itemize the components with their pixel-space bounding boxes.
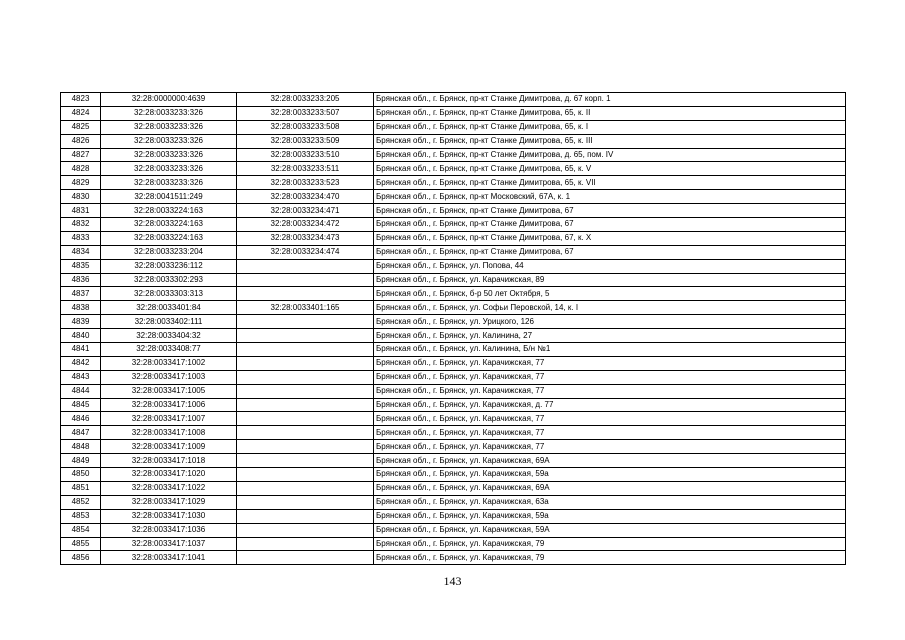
address-cell: Брянская обл., г. Брянск, ул. Калинина, 27: [374, 329, 846, 343]
building-number-cell: [237, 398, 374, 412]
address-cell: Брянская обл., г. Брянск, пр-кт Станке Димитрова, 67, к. X: [374, 231, 846, 245]
building-number-cell: 32:28:0033233:205: [237, 93, 374, 107]
table-row: [61, 440, 846, 454]
table-row: [61, 537, 846, 551]
address-cell: Брянская обл., г. Брянск, пр-кт Станке Димитрова, 67: [374, 204, 846, 218]
row-number-cell: 4839: [61, 315, 101, 329]
row-number-cell: 4840: [61, 329, 101, 343]
table-row: [61, 384, 846, 398]
address-cell: Брянская обл., г. Брянск, ул. Карачижская, 77: [374, 440, 846, 454]
row-number-cell: 4831: [61, 204, 101, 218]
table-row: [61, 523, 846, 537]
table-row: [61, 106, 846, 120]
building-number-cell: [237, 440, 374, 454]
row-number-cell: 4828: [61, 162, 101, 176]
building-number-cell: 32:28:0033234:472: [237, 218, 374, 232]
table-row: [61, 259, 846, 273]
parcel-number-cell: 32:28:0033417:1020: [101, 468, 237, 482]
parcel-number-cell: 32:28:0033417:1009: [101, 440, 237, 454]
building-number-cell: [237, 454, 374, 468]
table-row: [61, 162, 846, 176]
table-row: [61, 190, 846, 204]
address-cell: Брянская обл., г. Брянск, пр-кт Станке Димитрова, 65, к. V: [374, 162, 846, 176]
building-number-cell: [237, 468, 374, 482]
row-number-cell: 4832: [61, 218, 101, 232]
row-number-cell: 4845: [61, 398, 101, 412]
building-number-cell: [237, 537, 374, 551]
address-cell: Брянская обл., г. Брянск, ул. Карачижская, 77: [374, 426, 846, 440]
row-number-cell: 4833: [61, 231, 101, 245]
parcel-number-cell: 32:28:0033417:1030: [101, 509, 237, 523]
building-number-cell: [237, 329, 374, 343]
table-row: [61, 93, 846, 107]
building-number-cell: [237, 370, 374, 384]
building-number-cell: [237, 356, 374, 370]
row-number-cell: 4837: [61, 287, 101, 301]
parcel-number-cell: 32:28:0033233:326: [101, 106, 237, 120]
row-number-cell: 4851: [61, 481, 101, 495]
parcel-number-cell: 32:28:0033401:84: [101, 301, 237, 315]
table-row: [61, 370, 846, 384]
table-row: [61, 245, 846, 259]
building-number-cell: [237, 523, 374, 537]
building-number-cell: [237, 384, 374, 398]
building-number-cell: 32:28:0033233:508: [237, 120, 374, 134]
row-number-cell: 4849: [61, 454, 101, 468]
parcel-number-cell: 32:28:0033417:1003: [101, 370, 237, 384]
parcel-number-cell: 32:28:0000000:4639: [101, 93, 237, 107]
address-cell: Брянская обл., г. Брянск, ул. Карачижская, 79: [374, 551, 846, 565]
table-row: [61, 509, 846, 523]
table-row: [61, 412, 846, 426]
building-number-cell: 32:28:0033234:474: [237, 245, 374, 259]
address-cell: Брянская обл., г. Брянск, пр-кт Станке Димитрова, д. 67 корп. 1: [374, 93, 846, 107]
building-number-cell: 32:28:0033234:470: [237, 190, 374, 204]
address-cell: Брянская обл., г. Брянск, ул. Урицкого, 126: [374, 315, 846, 329]
address-cell: Брянская обл., г. Брянск, пр-кт Станке Димитрова, 67: [374, 245, 846, 259]
table-row: [61, 454, 846, 468]
building-number-cell: [237, 315, 374, 329]
cadastral-table: [60, 92, 846, 565]
building-number-cell: 32:28:0033233:510: [237, 148, 374, 162]
row-number-cell: 4834: [61, 245, 101, 259]
address-cell: Брянская обл., г. Брянск, ул. Карачижская, 59а: [374, 509, 846, 523]
address-cell: Брянская обл., г. Брянск, ул. Карачижская, 77: [374, 370, 846, 384]
parcel-number-cell: 32:28:0033233:326: [101, 134, 237, 148]
parcel-number-cell: 32:28:0033236:112: [101, 259, 237, 273]
table-row: [61, 356, 846, 370]
building-number-cell: 32:28:0033233:523: [237, 176, 374, 190]
building-number-cell: 32:28:0033401:165: [237, 301, 374, 315]
parcel-number-cell: 32:28:0033233:204: [101, 245, 237, 259]
table-row: [61, 426, 846, 440]
parcel-number-cell: 32:28:0033417:1022: [101, 481, 237, 495]
address-cell: Брянская обл., г. Брянск, ул. Калинина, Б/н №1: [374, 343, 846, 357]
address-cell: Брянская обл., г. Брянск, пр-кт Станке Димитрова, 67: [374, 218, 846, 232]
parcel-number-cell: 32:28:0033417:1018: [101, 454, 237, 468]
address-cell: Брянская обл., г. Брянск, ул. Карачижская, 77: [374, 356, 846, 370]
building-number-cell: 32:28:0033234:471: [237, 204, 374, 218]
row-number-cell: 4830: [61, 190, 101, 204]
building-number-cell: [237, 273, 374, 287]
parcel-number-cell: 32:28:0033404:32: [101, 329, 237, 343]
table-row: [61, 134, 846, 148]
building-number-cell: [237, 481, 374, 495]
address-cell: Брянская обл., г. Брянск, пр-кт Станке Димитрова, 65, к. II: [374, 106, 846, 120]
parcel-number-cell: 32:28:0033417:1029: [101, 495, 237, 509]
table-row: [61, 551, 846, 565]
building-number-cell: [237, 412, 374, 426]
row-number-cell: 4824: [61, 106, 101, 120]
parcel-number-cell: 32:28:0033303:313: [101, 287, 237, 301]
building-number-cell: [237, 495, 374, 509]
building-number-cell: 32:28:0033233:509: [237, 134, 374, 148]
address-cell: Брянская обл., г. Брянск, пр-кт Станке Димитрова, 65, к. III: [374, 134, 846, 148]
address-cell: Брянская обл., г. Брянск, пр-кт Станке Димитрова, 65, к. VII: [374, 176, 846, 190]
table-row: [61, 398, 846, 412]
row-number-cell: 4835: [61, 259, 101, 273]
parcel-number-cell: 32:28:0033417:1008: [101, 426, 237, 440]
row-number-cell: 4847: [61, 426, 101, 440]
building-number-cell: 32:28:0033233:511: [237, 162, 374, 176]
row-number-cell: 4843: [61, 370, 101, 384]
table-row: [61, 481, 846, 495]
parcel-number-cell: 32:28:0033233:326: [101, 148, 237, 162]
row-number-cell: 4825: [61, 120, 101, 134]
building-number-cell: [237, 287, 374, 301]
building-number-cell: 32:28:0033234:473: [237, 231, 374, 245]
row-number-cell: 4855: [61, 537, 101, 551]
table-row: [61, 287, 846, 301]
address-cell: Брянская обл., г. Брянск, ул. Карачижская, 89: [374, 273, 846, 287]
building-number-cell: [237, 426, 374, 440]
table-row: [61, 495, 846, 509]
row-number-cell: 4856: [61, 551, 101, 565]
address-cell: Брянская обл., г. Брянск, ул. Карачижская, д. 77: [374, 398, 846, 412]
table-row: [61, 273, 846, 287]
address-cell: Брянская обл., г. Брянск, ул. Карачижская, 77: [374, 412, 846, 426]
address-cell: Брянская обл., г. Брянск, ул. Карачижская, 69А: [374, 454, 846, 468]
address-cell: Брянская обл., г. Брянск, ул. Карачижская, 79: [374, 537, 846, 551]
table-row: [61, 120, 846, 134]
row-number-cell: 4841: [61, 343, 101, 357]
row-number-cell: 4823: [61, 93, 101, 107]
parcel-number-cell: 32:28:0033417:1002: [101, 356, 237, 370]
building-number-cell: 32:28:0033233:507: [237, 106, 374, 120]
parcel-number-cell: 32:28:0041511:249: [101, 190, 237, 204]
table-body: [61, 93, 846, 565]
address-cell: Брянская обл., г. Брянск, ул. Карачижская, 59А: [374, 523, 846, 537]
address-cell: Брянская обл., г. Брянск, пр-кт Станке Димитрова, 65, к. I: [374, 120, 846, 134]
parcel-number-cell: 32:28:0033224:163: [101, 231, 237, 245]
building-number-cell: [237, 343, 374, 357]
row-number-cell: 4848: [61, 440, 101, 454]
parcel-number-cell: 32:28:0033233:326: [101, 176, 237, 190]
parcel-number-cell: 32:28:0033408:77: [101, 343, 237, 357]
row-number-cell: 4838: [61, 301, 101, 315]
table-row: [61, 204, 846, 218]
table-row: [61, 301, 846, 315]
table-row: [61, 315, 846, 329]
table-row: [61, 343, 846, 357]
parcel-number-cell: 32:28:0033417:1005: [101, 384, 237, 398]
parcel-number-cell: 32:28:0033417:1041: [101, 551, 237, 565]
row-number-cell: 4836: [61, 273, 101, 287]
row-number-cell: 4854: [61, 523, 101, 537]
row-number-cell: 4844: [61, 384, 101, 398]
table-row: [61, 468, 846, 482]
address-cell: Брянская обл., г. Брянск, ул. Карачижская, 63а: [374, 495, 846, 509]
parcel-number-cell: 32:28:0033224:163: [101, 204, 237, 218]
table-row: [61, 329, 846, 343]
building-number-cell: [237, 551, 374, 565]
row-number-cell: 4842: [61, 356, 101, 370]
row-number-cell: 4853: [61, 509, 101, 523]
building-number-cell: [237, 259, 374, 273]
parcel-number-cell: 32:28:0033233:326: [101, 120, 237, 134]
row-number-cell: 4827: [61, 148, 101, 162]
address-cell: Брянская обл., г. Брянск, ул. Софьи Перовской, 14, к. I: [374, 301, 846, 315]
table-row: [61, 218, 846, 232]
address-cell: Брянская обл., г. Брянск, ул. Карачижская, 69А: [374, 481, 846, 495]
table-row: [61, 148, 846, 162]
address-cell: Брянская обл., г. Брянск, ул. Карачижская, 59а: [374, 468, 846, 482]
parcel-number-cell: 32:28:0033233:326: [101, 162, 237, 176]
page-number: 143: [443, 574, 462, 588]
table-row: [61, 231, 846, 245]
address-cell: Брянская обл., г. Брянск, ул. Попова, 44: [374, 259, 846, 273]
table-row: [61, 176, 846, 190]
row-number-cell: 4852: [61, 495, 101, 509]
address-cell: Брянская обл., г. Брянск, пр-кт Московский, 67А, к. 1: [374, 190, 846, 204]
parcel-number-cell: 32:28:0033417:1006: [101, 398, 237, 412]
row-number-cell: 4850: [61, 468, 101, 482]
parcel-number-cell: 32:28:0033417:1036: [101, 523, 237, 537]
building-number-cell: [237, 509, 374, 523]
address-cell: Брянская обл., г. Брянск, пр-кт Станке Димитрова, д. 65, пом. IV: [374, 148, 846, 162]
row-number-cell: 4826: [61, 134, 101, 148]
parcel-number-cell: 32:28:0033402:111: [101, 315, 237, 329]
parcel-number-cell: 32:28:0033302:293: [101, 273, 237, 287]
row-number-cell: 4829: [61, 176, 101, 190]
address-cell: Брянская обл., г. Брянск, б-р 50 лет Октября, 5: [374, 287, 846, 301]
parcel-number-cell: 32:28:0033417:1037: [101, 537, 237, 551]
row-number-cell: 4846: [61, 412, 101, 426]
address-cell: Брянская обл., г. Брянск, ул. Карачижская, 77: [374, 384, 846, 398]
parcel-number-cell: 32:28:0033417:1007: [101, 412, 237, 426]
parcel-number-cell: 32:28:0033224:163: [101, 218, 237, 232]
